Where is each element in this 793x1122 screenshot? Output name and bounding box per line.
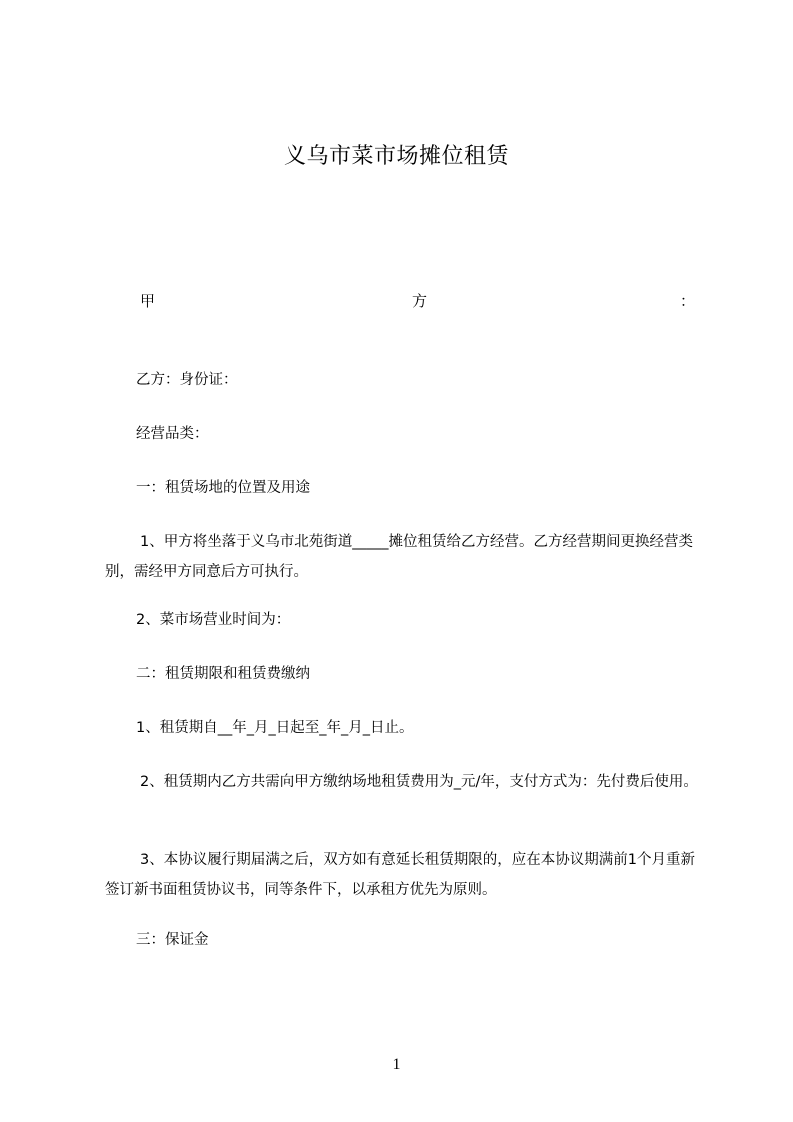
- business-category-line: 经营品类：: [136, 426, 209, 442]
- clause-2-3: 3、本协议履行期届满之后，双方如有意延长租赁期限的，应在本协议期满前1个月重新签订新书面租赁协议书，同等条件下，以承租方优先为原则。: [105, 852, 695, 898]
- section-heading-1: 一：租赁场地的位置及用途: [136, 480, 310, 496]
- section-heading-2: 二：租赁期限和租赁费缴纳: [136, 666, 310, 682]
- clause-1-1: 1、甲方将坐落于义乌市北苑街道_____摊位租赁给乙方经营。乙方经营期间更换经营类别，需经甲方同意后方可执行。: [105, 534, 693, 580]
- clause-1-2: 2、菜市场营业时间为：: [136, 612, 291, 628]
- party-a-char-1: 甲: [140, 292, 156, 310]
- section-heading-3: 三：保证金: [136, 932, 209, 948]
- party-a-colon: ：: [680, 292, 696, 310]
- party-a-line: [140, 290, 694, 312]
- clause-2-2: 2、租赁期内乙方共需向甲方缴纳场地租赁费用为_元/年，支付方式为：先付费后使用。: [140, 774, 698, 790]
- clause-2-1: 1、租赁期自__年_月_日起至_年_月_日止。: [136, 720, 414, 736]
- page-number: 1: [392, 1056, 401, 1073]
- party-a-char-2: 方: [412, 292, 428, 310]
- party-b-line: 乙方：身份证：: [136, 372, 238, 388]
- document-title: 义乌市菜市场摊位租赁: [283, 144, 509, 169]
